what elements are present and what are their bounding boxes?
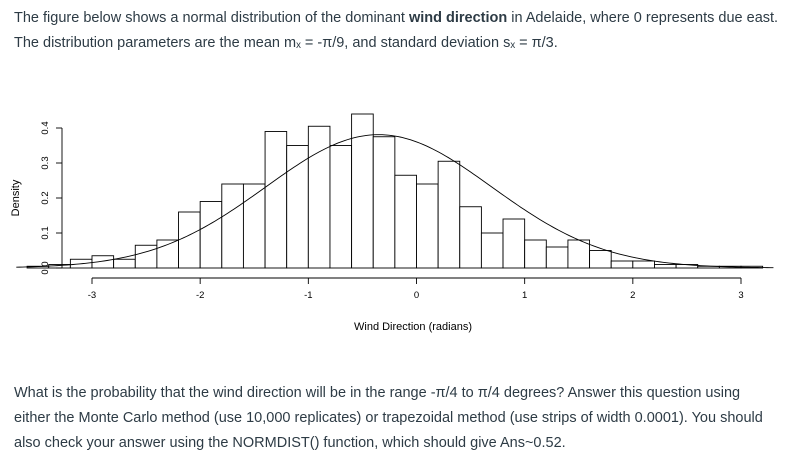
y-tick-label: 0.1 [40, 226, 51, 240]
x-tick-label: 1 [522, 290, 528, 301]
histogram-bar [135, 245, 157, 268]
x-tick-label: -2 [195, 290, 205, 301]
histogram-bar [330, 146, 352, 269]
intro-line-1-suffix: in Adelaide, where 0 represents due east. [507, 10, 779, 26]
y-axis-label: Density [10, 179, 22, 217]
histogram-bar [287, 146, 309, 269]
histogram-bar [395, 175, 417, 268]
intro-line-1-bold: wind direction [408, 10, 508, 26]
histogram-bar [590, 251, 612, 269]
problem-question [14, 381, 799, 456]
histogram-bar [654, 265, 676, 269]
histogram-bar [200, 202, 222, 269]
histogram-bars [27, 114, 763, 268]
histogram-bar [568, 240, 590, 268]
x-tick-label: 0 [413, 290, 420, 301]
x-axis-label: Wind Direction (radians) [354, 321, 472, 333]
y-tick-label: 0.0 [40, 261, 51, 275]
histogram-bar [633, 261, 655, 268]
x-tick-label: 2 [630, 290, 636, 301]
histogram-bar [308, 126, 330, 268]
y-tick-label: 0.2 [40, 191, 51, 205]
histogram-bar [114, 259, 136, 268]
y-tick-label: 0.3 [40, 156, 51, 170]
x-axis [88, 278, 744, 301]
y-axis [40, 121, 62, 274]
histogram-bar [417, 184, 439, 268]
x-tick-label: -1 [304, 290, 313, 301]
histogram-bar [611, 261, 633, 268]
question-line-1: What is the probability that the wind direction will be in the range -π/4 to π/4 degrees? Answer this question using [14, 385, 741, 401]
histogram-bar [265, 132, 287, 269]
histogram-bar [243, 184, 265, 268]
intro-line-2: The distribution parameters are the mean mₓ = -π/9, and standard deviation sₓ = π/3. [14, 35, 558, 51]
question-line-2: either the Monte Carlo method (use 10,000 replicates) or trapezoidal method (use strips of width 0.0001). You should [14, 410, 763, 426]
histogram-bar [373, 137, 395, 268]
histogram-bar [481, 233, 503, 268]
histogram-bar [179, 212, 201, 268]
histogram-bar [503, 219, 525, 268]
histogram-bar [352, 114, 374, 268]
histogram-bar [525, 240, 547, 268]
question-line-3: also check your answer using the NORMDIST() function, which should give Ans~0.52. [14, 435, 566, 451]
x-tick-label: 3 [738, 290, 744, 301]
histogram-bar [460, 207, 482, 268]
x-tick-label: -3 [87, 290, 97, 301]
problem-intro [14, 6, 799, 56]
intro-line-1-prefix: The figure below shows a normal distribution of the dominant [14, 10, 409, 26]
histogram-bar [222, 184, 244, 268]
intro-line-1 [14, 6, 799, 31]
y-tick-label: 0.4 [40, 121, 51, 135]
histogram-bar [438, 161, 460, 268]
histogram-bar [546, 247, 568, 268]
histogram-chart [0, 100, 806, 345]
